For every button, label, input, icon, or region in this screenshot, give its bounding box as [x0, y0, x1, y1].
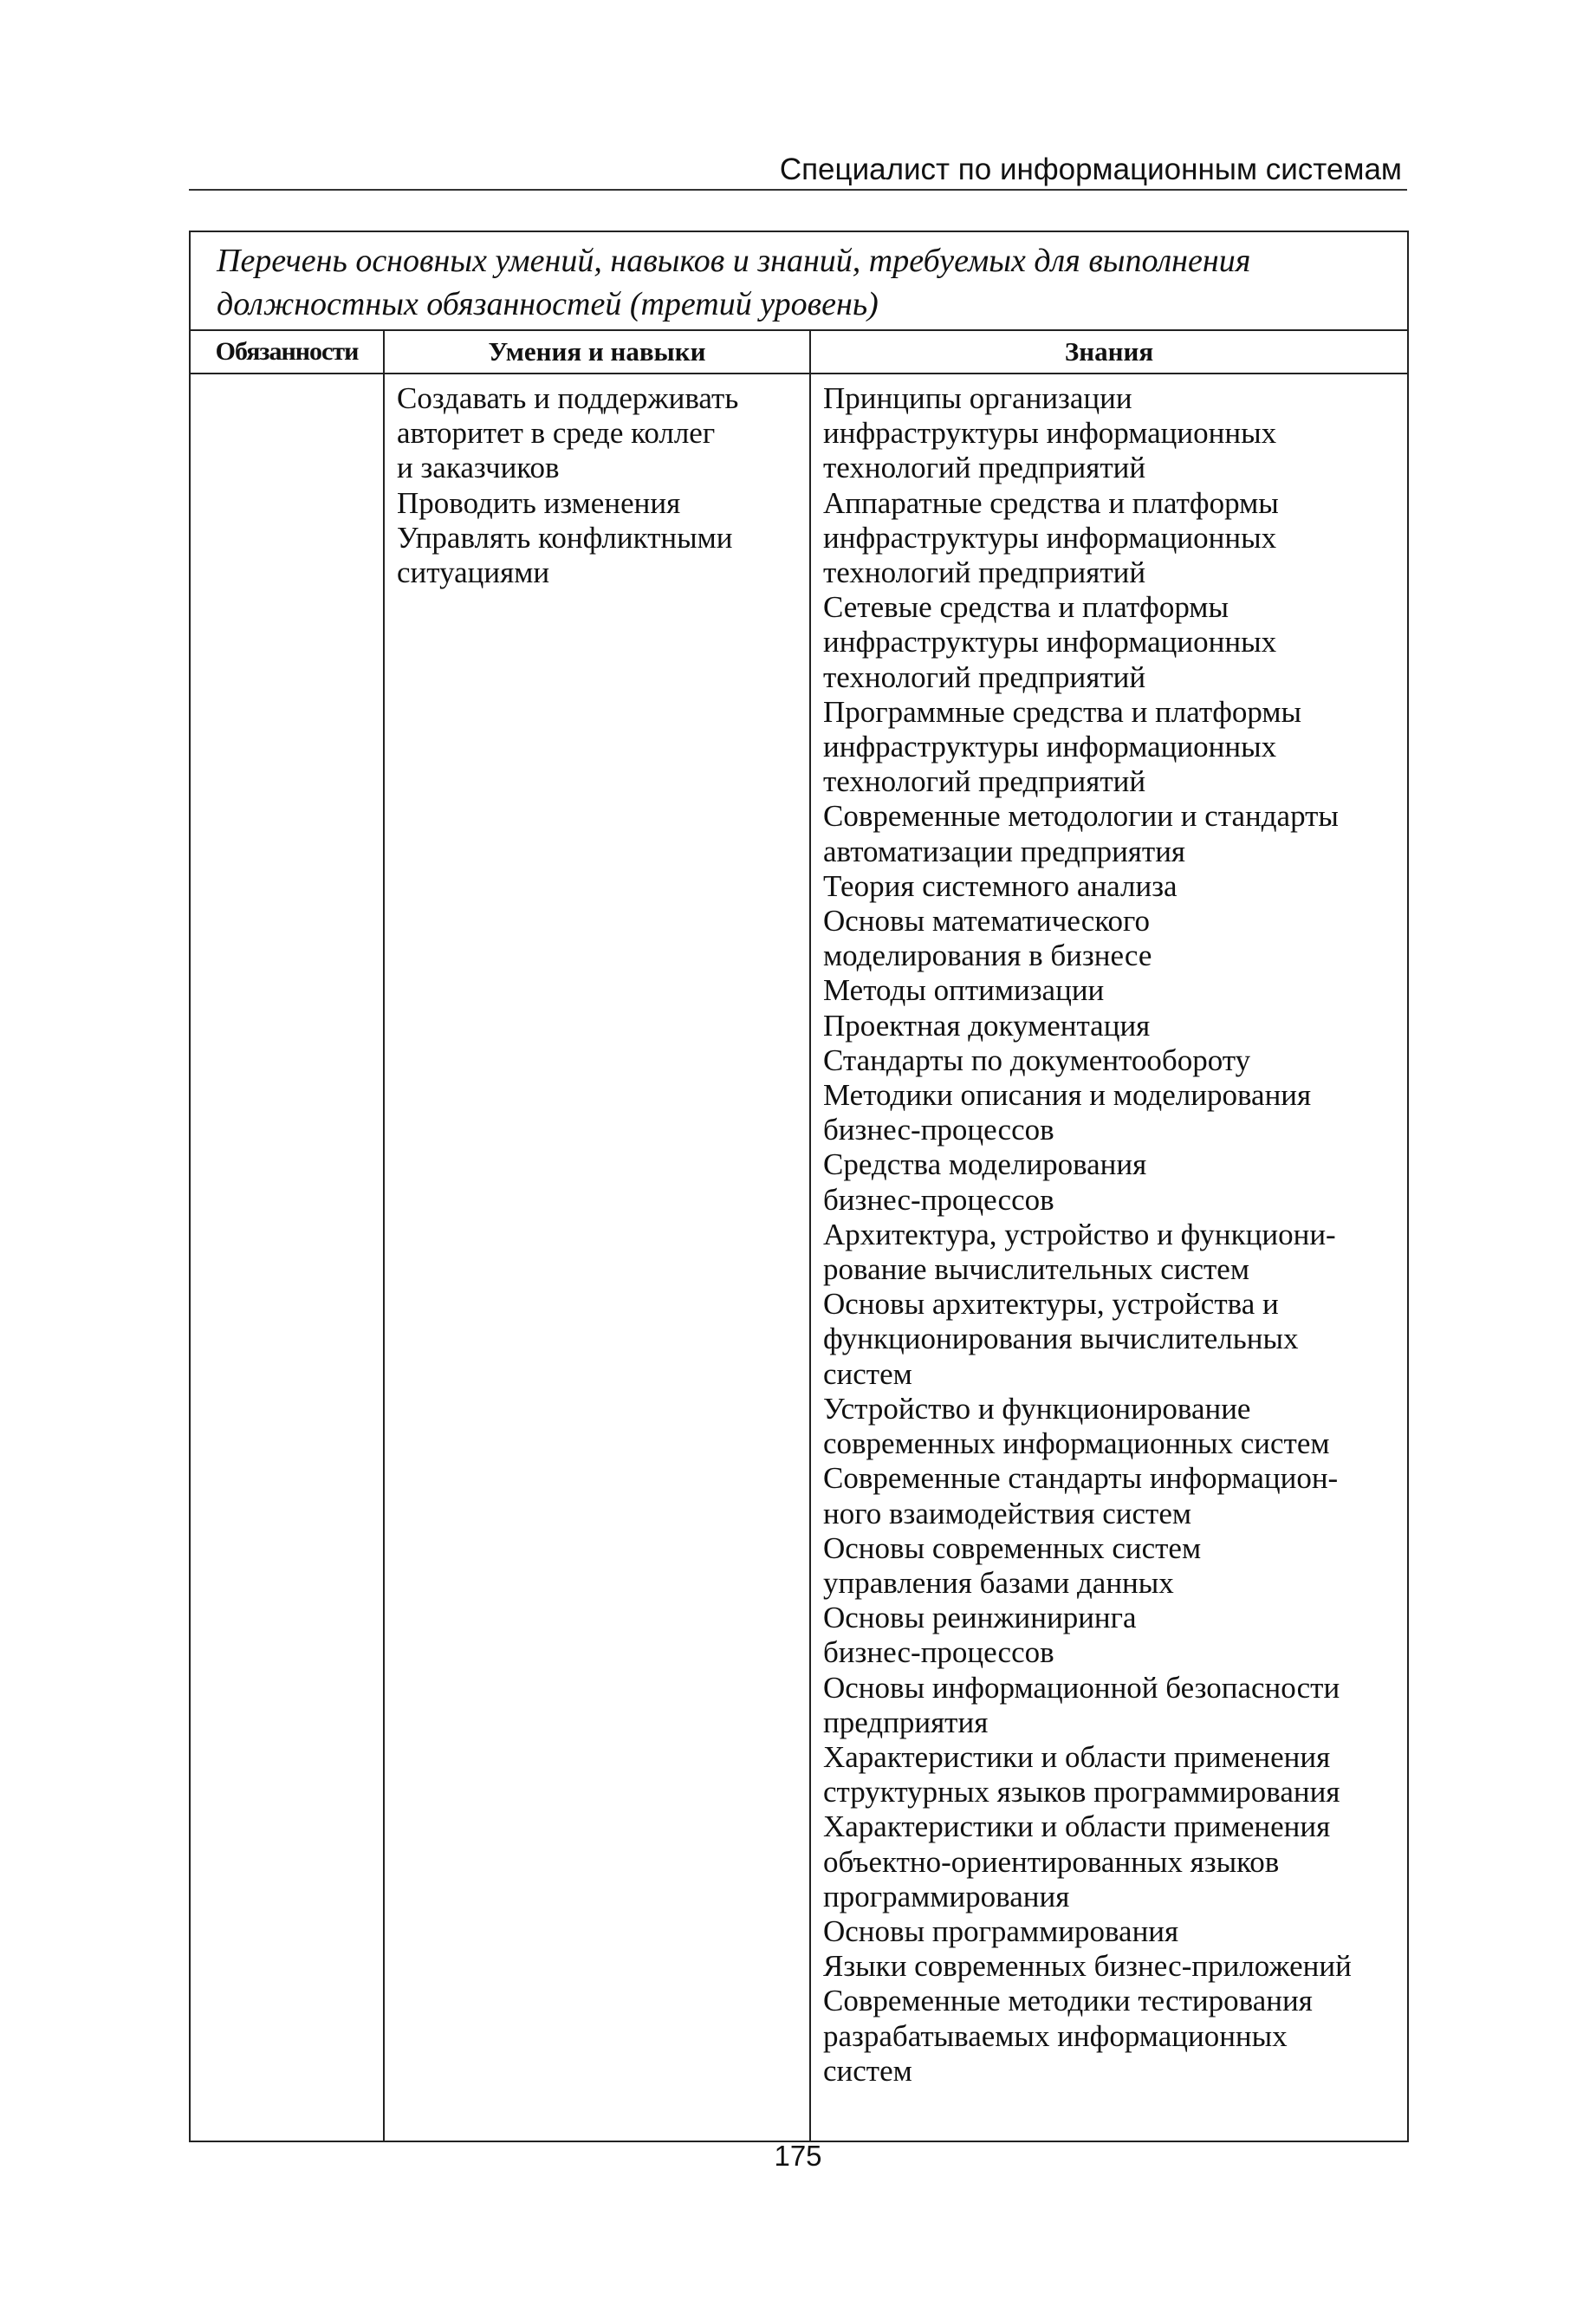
- knowledge-line: программирования: [823, 1879, 1070, 1913]
- knowledge-line: предприятия: [823, 1705, 989, 1739]
- table-row: [190, 374, 1408, 2141]
- knowledge-line: Характеристики и области применения: [823, 1809, 1331, 1844]
- caption-line: Перечень основных умений, навыков и знаний, требуемых для выполнения: [217, 243, 1251, 279]
- knowledge-line: Архитектура, устройство и функциони-: [823, 1217, 1336, 1251]
- knowledge-line: Современные методики тестирования: [823, 1984, 1313, 2018]
- knowledge-line: функционирования вычислительных: [823, 1322, 1299, 1356]
- knowledge-line: систем: [823, 1356, 912, 1391]
- knowledge-line: структурных языков программирования: [823, 1775, 1340, 1809]
- knowledge-line: объектно-ориентированных языков: [823, 1844, 1280, 1879]
- page-number: 175: [774, 2140, 822, 2172]
- skill-line: Проводить изменения: [397, 485, 681, 520]
- knowledge-line: технологий предприятий: [823, 764, 1146, 799]
- knowledge-line: бизнес-процессов: [823, 1635, 1054, 1670]
- knowledge-line: автоматизации предприятия: [823, 834, 1186, 868]
- skill-line: ситуациями: [397, 556, 550, 590]
- skill-line: и заказчиков: [397, 451, 560, 485]
- knowledge-line: моделирования в бизнесе: [823, 939, 1152, 973]
- running-header: Специалист по информационным системам: [779, 153, 1402, 186]
- caption-row: [190, 231, 1408, 330]
- knowledge-line: Принципы организации: [823, 381, 1132, 415]
- knowledge-line: технологий предприятий: [823, 556, 1146, 590]
- knowledge-line: ного взаимодействия систем: [823, 1496, 1192, 1530]
- knowledge-line: Основы архитектуры, устройства и: [823, 1287, 1279, 1322]
- knowledge-line: современных информационных систем: [823, 1426, 1330, 1461]
- knowledge-line: технологий предприятий: [823, 659, 1146, 694]
- knowledge-line: инфраструктуры информационных: [823, 520, 1277, 555]
- knowledge-line: Аппаратные средства и платформы: [823, 485, 1279, 520]
- knowledge-line: Основы современных систем: [823, 1530, 1202, 1565]
- skill-line: Создавать и поддерживать: [397, 381, 739, 415]
- knowledge-cell: [810, 374, 1408, 2141]
- caption-line: должностных обязанностей (третий уровень): [217, 286, 879, 322]
- knowledge-line: инфраструктуры информационных: [823, 730, 1277, 764]
- knowledge-line: Методики описания и моделирования: [823, 1078, 1312, 1113]
- knowledge-line: бизнес-процессов: [823, 1182, 1054, 1217]
- knowledge-line: систем: [823, 2053, 912, 2088]
- knowledge-line: Основы информационной безопасности: [823, 1670, 1340, 1705]
- knowledge-line: Основы реинжиниринга: [823, 1601, 1137, 1635]
- column-header-duties: Обязанности: [190, 330, 384, 374]
- knowledge-line: разрабатываемых информационных: [823, 2018, 1288, 2053]
- column-header-knowledge: Знания: [810, 330, 1408, 374]
- knowledge-line: Устройство и функционирование: [823, 1391, 1251, 1426]
- header-rule: [189, 189, 1407, 191]
- column-header-row: [190, 330, 1408, 374]
- knowledge-line: Стандарты по документообороту: [823, 1043, 1251, 1077]
- knowledge-line: Программные средства и платформы: [823, 694, 1302, 729]
- knowledge-line: Сетевые средства и платформы: [823, 590, 1229, 625]
- knowledge-line: Теория системного анализа: [823, 868, 1178, 903]
- knowledge-line: Средства моделирования: [823, 1147, 1147, 1182]
- knowledge-line: Основы математического: [823, 904, 1151, 939]
- table-caption: [190, 231, 1408, 330]
- knowledge-line: Языки современных бизнес-приложений: [823, 1949, 1352, 1984]
- skills-knowledge-table: [189, 231, 1409, 2142]
- knowledge-line: управления базами данных: [823, 1565, 1174, 1600]
- knowledge-line: Современные методологии и стандарты: [823, 799, 1339, 834]
- knowledge-line: рование вычислительных систем: [823, 1252, 1249, 1287]
- knowledge-line: технологий предприятий: [823, 451, 1146, 485]
- duties-cell: [190, 374, 384, 2141]
- knowledge-line: инфраструктуры информационных: [823, 625, 1277, 659]
- knowledge-line: Проектная документация: [823, 1008, 1151, 1043]
- skills-cell: [384, 374, 810, 2141]
- knowledge-line: Характеристики и области применения: [823, 1739, 1331, 1774]
- knowledge-line: инфраструктуры информационных: [823, 416, 1277, 451]
- knowledge-line: бизнес-процессов: [823, 1113, 1054, 1147]
- knowledge-line: Современные стандарты информацион-: [823, 1461, 1339, 1496]
- skill-line: авторитет в среде коллег: [397, 416, 716, 451]
- skill-line: Управлять конфликтными: [397, 520, 733, 555]
- column-header-skills: Умения и навыки: [384, 330, 810, 374]
- knowledge-line: Методы оптимизации: [823, 973, 1105, 1008]
- knowledge-line: Основы программирования: [823, 1913, 1179, 1948]
